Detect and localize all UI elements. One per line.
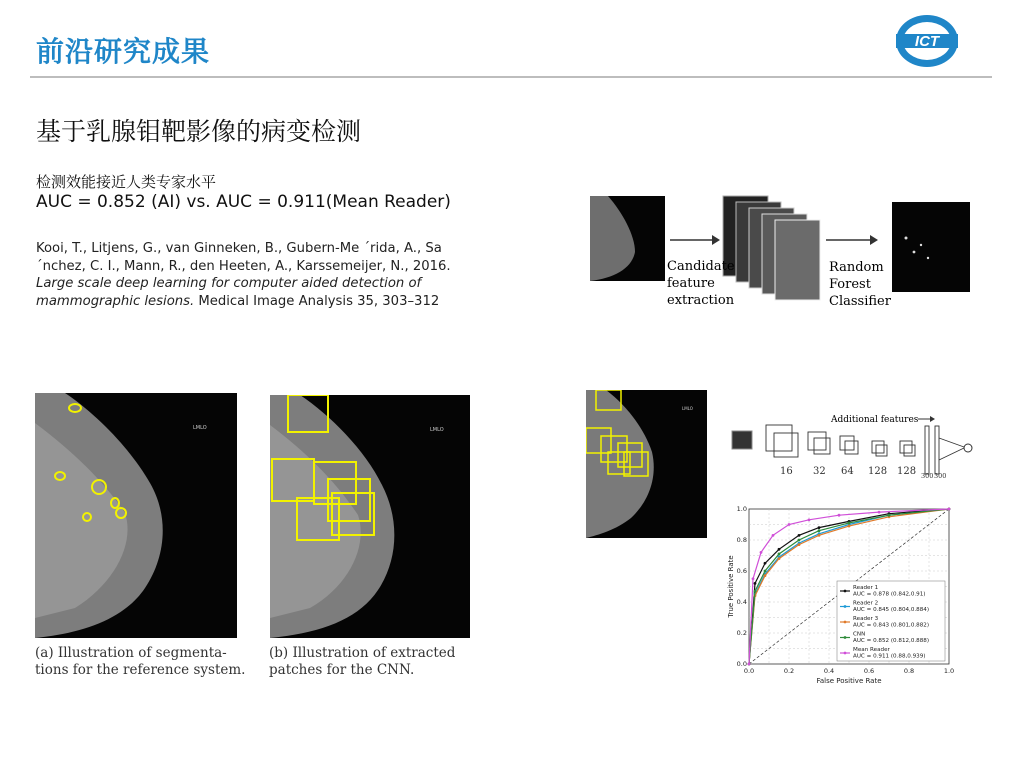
y-tick-label: 0.8 bbox=[736, 536, 747, 544]
pipeline-step1-line2: feature bbox=[667, 276, 715, 291]
pipeline-step2-line1: Random bbox=[829, 260, 884, 275]
additional-features-label: Additional features bbox=[831, 415, 919, 425]
roc-point bbox=[764, 570, 767, 573]
roc-point bbox=[764, 562, 767, 565]
figure-b-caption-line1: (b) Illustration of extracted bbox=[269, 645, 456, 661]
roc-point bbox=[798, 534, 801, 537]
x-tick-label: 0.8 bbox=[903, 667, 915, 675]
y-axis-label: True Positive Rate bbox=[727, 555, 735, 618]
legend-marker bbox=[844, 605, 847, 608]
feature-maps-stack bbox=[723, 196, 820, 300]
roc-point bbox=[838, 514, 841, 517]
title-divider bbox=[30, 76, 992, 78]
legend-entry-name: Mean Reader bbox=[853, 647, 890, 653]
roc-point bbox=[778, 553, 781, 556]
x-tick-label: 0.6 bbox=[863, 667, 875, 675]
citation bbox=[36, 240, 466, 310]
roc-point bbox=[818, 534, 821, 537]
claim-auc-line: AUC = 0.852 (AI) vs. AUC = 0.911(Mean Reader) bbox=[36, 192, 451, 212]
x-tick-label: 0.2 bbox=[783, 667, 795, 675]
figure-a-mammogram bbox=[35, 393, 237, 638]
pipeline-step2-line3: Classifier bbox=[829, 294, 891, 309]
layer-size-3: 64 bbox=[841, 466, 854, 477]
figure-b-caption bbox=[269, 645, 455, 679]
cnn-architecture-diagram bbox=[728, 408, 978, 483]
view-label: LMLO bbox=[430, 427, 444, 433]
roc-point bbox=[798, 539, 801, 542]
classifier-output-image bbox=[892, 202, 970, 292]
cnn-patch-mammogram bbox=[586, 390, 707, 538]
roc-point bbox=[788, 523, 791, 526]
figure-b-mammogram bbox=[270, 395, 470, 638]
roc-point bbox=[878, 511, 881, 514]
roc-point bbox=[754, 590, 757, 593]
x-tick-label: 0.4 bbox=[823, 667, 835, 675]
roc-point bbox=[772, 534, 775, 537]
roc-point bbox=[748, 663, 751, 666]
y-tick-label: 0.2 bbox=[736, 629, 747, 637]
roc-point bbox=[764, 574, 767, 577]
legend-entry-auc: AUC = 0.911 (0.88,0.939) bbox=[853, 653, 926, 660]
citation-journal: Medical Image Analysis 35, 303–312 bbox=[194, 293, 440, 309]
x-tick-label: 1.0 bbox=[943, 667, 955, 675]
citation-title: Large scale deep learning for computer aided detection of mammographic lesions. bbox=[36, 276, 422, 309]
view-label: LMLO bbox=[682, 406, 693, 411]
legend-entry-name: Reader 2 bbox=[853, 600, 879, 607]
roc-point bbox=[818, 526, 821, 529]
roc-chart bbox=[722, 497, 964, 685]
layer-size-2: 32 bbox=[813, 466, 826, 477]
roc-point bbox=[808, 518, 811, 521]
x-tick-label: 0.0 bbox=[743, 667, 755, 675]
legend-entry-name: CNN bbox=[853, 631, 866, 638]
pipeline-figure bbox=[590, 190, 980, 315]
section-heading: 基于乳腺钼靶影像的病变检测 bbox=[36, 117, 362, 146]
legend-marker bbox=[844, 590, 847, 593]
legend-marker bbox=[844, 621, 847, 624]
legend-entry-auc: AUC = 0.852 (0.812,0.888) bbox=[853, 638, 930, 644]
x-axis-label: False Positive Rate bbox=[816, 677, 882, 685]
pipeline-step1-line1: Candidate bbox=[667, 259, 735, 274]
figure-a-caption-line2: tions for the reference system. bbox=[35, 662, 246, 678]
legend-entry-auc: AUC = 0.845 (0.804,0.884) bbox=[853, 607, 930, 613]
legend-entry-name: Reader 1 bbox=[853, 585, 879, 591]
roc-point bbox=[754, 582, 757, 585]
layer-size-1: 16 bbox=[780, 466, 793, 477]
figure-b-caption-line2: patches for the CNN. bbox=[269, 662, 415, 678]
legend-marker bbox=[844, 652, 847, 655]
roc-point bbox=[798, 543, 801, 546]
roc-point bbox=[818, 529, 821, 532]
layer-size-4: 128 bbox=[868, 466, 888, 477]
roc-point bbox=[752, 577, 755, 580]
citation-authors: Kooi, T., Litjens, G., van Ginneken, B., Gubern-Me ´rida, A., Sa ´nchez, C. I., Mann, R., den Heeten, A., Karssemeijer, N., 2016. bbox=[36, 241, 451, 274]
roc-point bbox=[848, 525, 851, 528]
roc-point bbox=[948, 508, 951, 511]
pipeline-step2-line2: Forest bbox=[829, 277, 871, 292]
layer-size-6: 300 bbox=[921, 472, 934, 480]
roc-point bbox=[848, 522, 851, 525]
legend-marker bbox=[844, 636, 847, 639]
roc-point bbox=[888, 514, 891, 517]
layer-size-5: 128 bbox=[897, 466, 917, 477]
layer-size-7: 300 bbox=[934, 472, 947, 480]
logo-text: ICT bbox=[914, 33, 940, 50]
ict-logo bbox=[893, 12, 961, 70]
y-tick-label: 0.4 bbox=[736, 598, 747, 606]
claim-line-1: 检测效能接近人类专家水平 bbox=[36, 173, 217, 191]
y-tick-label: 1.0 bbox=[736, 505, 747, 513]
slide-title: 前沿研究成果 bbox=[36, 35, 211, 68]
claim-block bbox=[36, 172, 451, 212]
roc-point bbox=[760, 551, 763, 554]
legend-entry-auc: AUC = 0.878 (0.842,0.91) bbox=[853, 591, 926, 598]
view-label: LMLO bbox=[193, 425, 207, 431]
legend-entry-name: Reader 3 bbox=[853, 616, 879, 622]
pipeline-step1-line3: extraction bbox=[667, 293, 735, 308]
roc-point bbox=[778, 548, 781, 551]
legend-entry-auc: AUC = 0.843 (0.801,0.882) bbox=[853, 622, 930, 629]
y-tick-label: 0.0 bbox=[736, 660, 747, 668]
roc-point bbox=[778, 557, 781, 560]
figure-a-caption-line1: (a) Illustration of segmenta- bbox=[35, 645, 227, 661]
y-tick-label: 0.6 bbox=[736, 567, 747, 575]
figure-a-caption bbox=[35, 645, 245, 679]
